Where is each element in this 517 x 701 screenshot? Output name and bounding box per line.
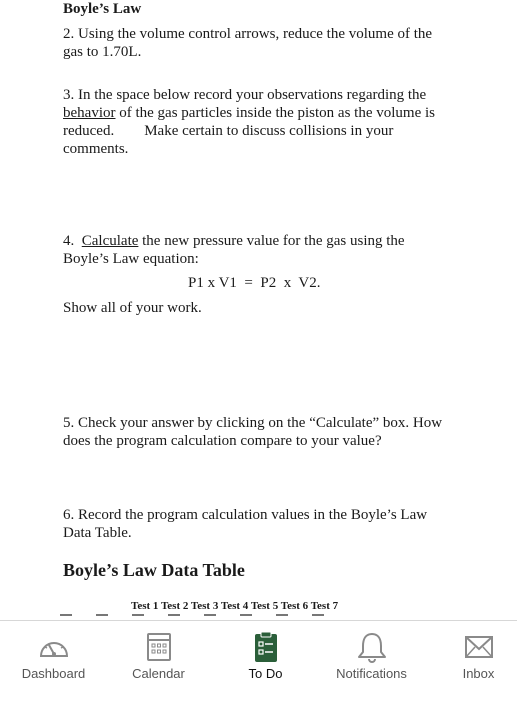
tab-dashboard-label: Dashboard	[21, 666, 86, 681]
question-3-line-3: reduced. Make certain to discuss collisions in your	[63, 123, 394, 139]
question-3-line-4: comments.	[63, 141, 129, 157]
question-2-line-2: gas to 1.70L.	[63, 44, 142, 60]
question-5-line-1: 5. Check your answer by clicking on the “Calculate” box. How	[63, 415, 443, 431]
inbox-icon	[461, 630, 497, 664]
question-4-line-3: Show all of your work.	[63, 300, 202, 316]
bell-icon	[354, 630, 390, 664]
behavior-underlined: behavior	[63, 105, 116, 121]
question-4-line-2: Boyle’s Law equation:	[63, 251, 199, 267]
tab-inbox[interactable]	[427, 621, 517, 701]
tab-dashboard[interactable]	[2, 621, 105, 701]
tab-notifications-label: Notifications	[336, 666, 407, 681]
data-table-heading: Boyle’s Law Data Table	[63, 560, 245, 580]
question-2-line-1: 2. Using the volume control arrows, reduce the volume of the	[63, 26, 433, 42]
tab-todo[interactable]	[214, 621, 317, 701]
tab-todo-label: To Do	[248, 666, 283, 681]
tab-notifications[interactable]	[320, 621, 423, 701]
data-table-header-row: Test 1 Test 2 Test 3 Test 4 Test 5 Test 6 Test 7	[131, 600, 339, 612]
question-3-line-1: 3. In the space below record your observations regarding the	[63, 87, 427, 103]
question-6-line-1: 6. Record the program calculation values in the Boyle’s Law	[63, 507, 428, 523]
question-4-number: 4.	[63, 233, 82, 249]
bottom-tab-bar	[0, 620, 517, 701]
boyles-equation: P1 x V1 = P2 x V2.	[188, 275, 321, 291]
tab-calendar-label: Calendar	[132, 666, 185, 681]
todo-icon	[248, 630, 284, 664]
tab-inbox-label: Inbox	[462, 666, 495, 681]
question-6-line-2: Data Table.	[63, 525, 132, 541]
question-3-line-2	[63, 104, 435, 122]
dashboard-icon	[36, 630, 72, 664]
calculate-underlined: Calculate	[81, 233, 139, 249]
page-title: Boyle’s Law	[63, 1, 142, 17]
question-5-line-2: does the program calculation compare to your value?	[63, 433, 382, 449]
question-4-line-1-rest: the new pressure value for the gas using the	[138, 233, 405, 249]
calendar-icon	[141, 630, 177, 664]
question-3-line-2-rest: of the gas particles inside the piston as the volume is	[115, 105, 436, 121]
question-4-line-1	[63, 232, 405, 250]
tab-calendar[interactable]	[107, 621, 210, 701]
